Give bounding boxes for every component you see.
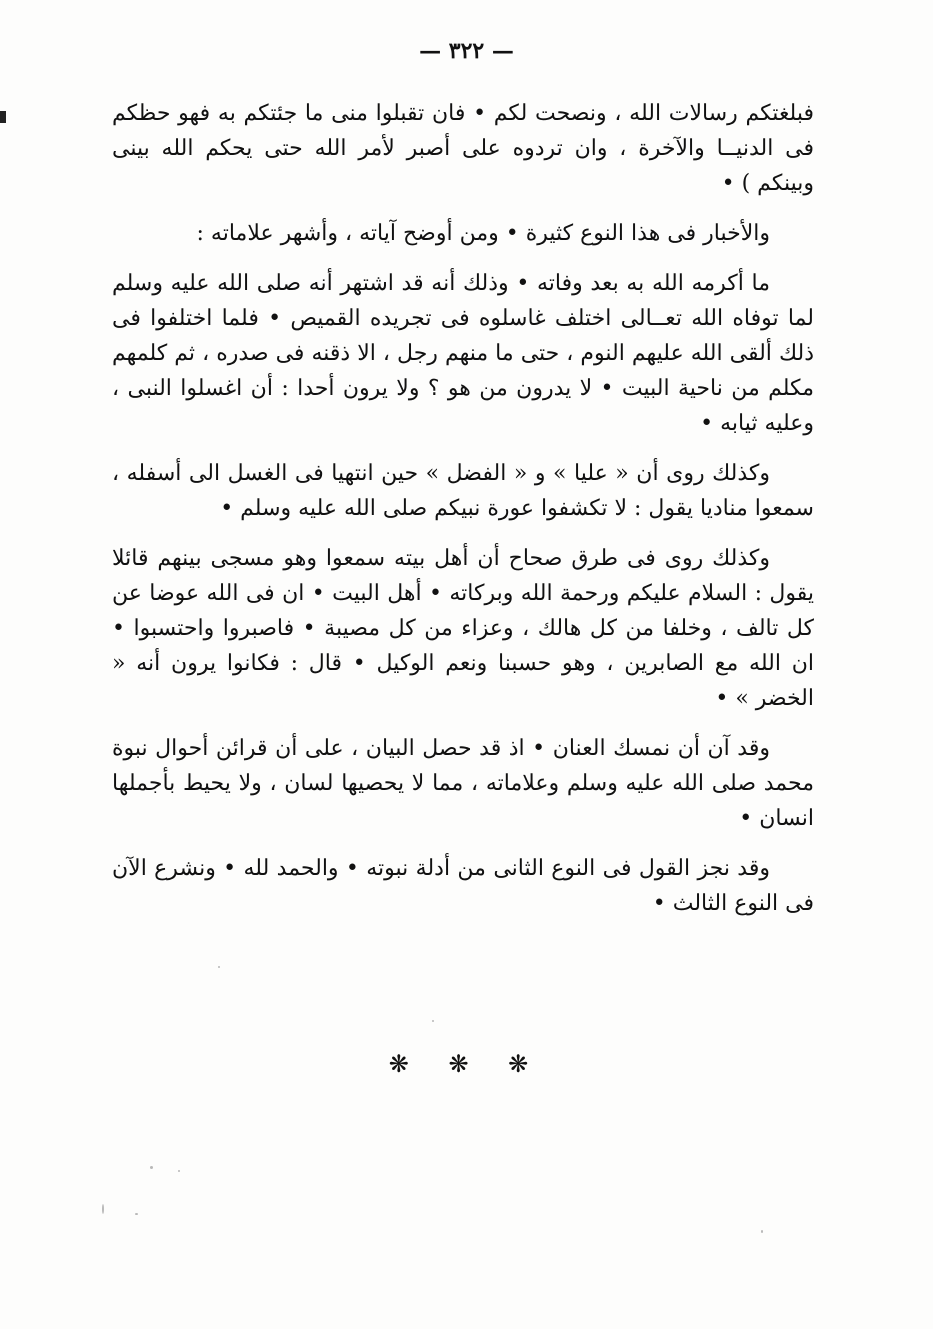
paragraph-7: وقد نجز القول فى النوع الثانى من أدلة نبوته • والحمد لله • ونشرع الآن فى النوع الثالث •: [112, 856, 814, 916]
page-body-text: [112, 96, 814, 936]
page-number: — ٣٢٢ —: [419, 38, 514, 64]
scan-speck: [102, 1204, 104, 1214]
paragraph-2: والأخبار فى هذا النوع كثيرة • ومن أوضح آياته ، وأشهر علاماته :: [196, 221, 770, 246]
paragraph-1: فبلغتكم رسالات الله ، ونصحت لكم • فان تقبلوا منى ما جئتكم به فهو حظكم فى الدنيــا والآخرة ، وان تردوه على أصبر لأمر الله حتى يحكم الله بينى وبينكم ) •: [112, 101, 814, 196]
scan-speck: [432, 1020, 434, 1022]
scan-speck: [218, 966, 220, 968]
section-ornament: ❋ ❋ ❋: [388, 1050, 545, 1078]
scan-speck: [178, 1170, 180, 1172]
margin-scan-mark: [0, 111, 6, 123]
paragraph-4: وكذلك روى أن « عليا » و « الفضل » حين انتهيا فى الغسل الى أسفله ، سمعوا مناديا يقول : لا تكشفوا عورة نبيكم صلى الله عليه وسلم •: [112, 461, 814, 521]
scan-speck: [150, 1166, 153, 1169]
paragraph-6: وقد آن أن نمسك العنان • اذ قد حصل البيان ، على أن قرائن أحوال نبوة محمد صلى الله عليه وسلم وعلاماته ، مما لا يحصيها لسان ، ولا يحيط بأجملها انسان •: [112, 736, 814, 831]
paragraph-3: ما أكرمه الله به بعد وفاته • وذلك أنه قد اشتهر أنه صلى الله عليه وسلم لما توفاه الله تعــالى اختلف غاسلوه فى تجريده القميص • فلما اختلفوا فى ذلك ألقى الله عليهم النوم ، حتى ما منهم رجل ، الا ذقنه فى صدره ، ثم كلمهم مكلم من ناحية البيت • لا يدرون من هو ؟ ولا يرون أحدا : أن اغسلوا النبى ، وعليه ثيابه •: [112, 271, 814, 436]
paragraph-5: وكذلك روى فى طرق صحاح أن أهل بيته سمعوا وهو مسجى بينهم قائلا يقول : السلام عليكم ورحمة الله وبركاته • أهل البيت • ان فى الله عوضا عن كل تالف ، وخلفا من كل هالك ، وعزاء من كل مصيبة • فاصبروا واحتسبوا • ان الله مع الصابرين ، وهو حسبنا ونعم الوكيل • قال : فكانوا يرون أنه « الخضر » •: [112, 546, 814, 711]
scan-speck: [135, 1213, 138, 1215]
scan-speck: [761, 1230, 763, 1233]
